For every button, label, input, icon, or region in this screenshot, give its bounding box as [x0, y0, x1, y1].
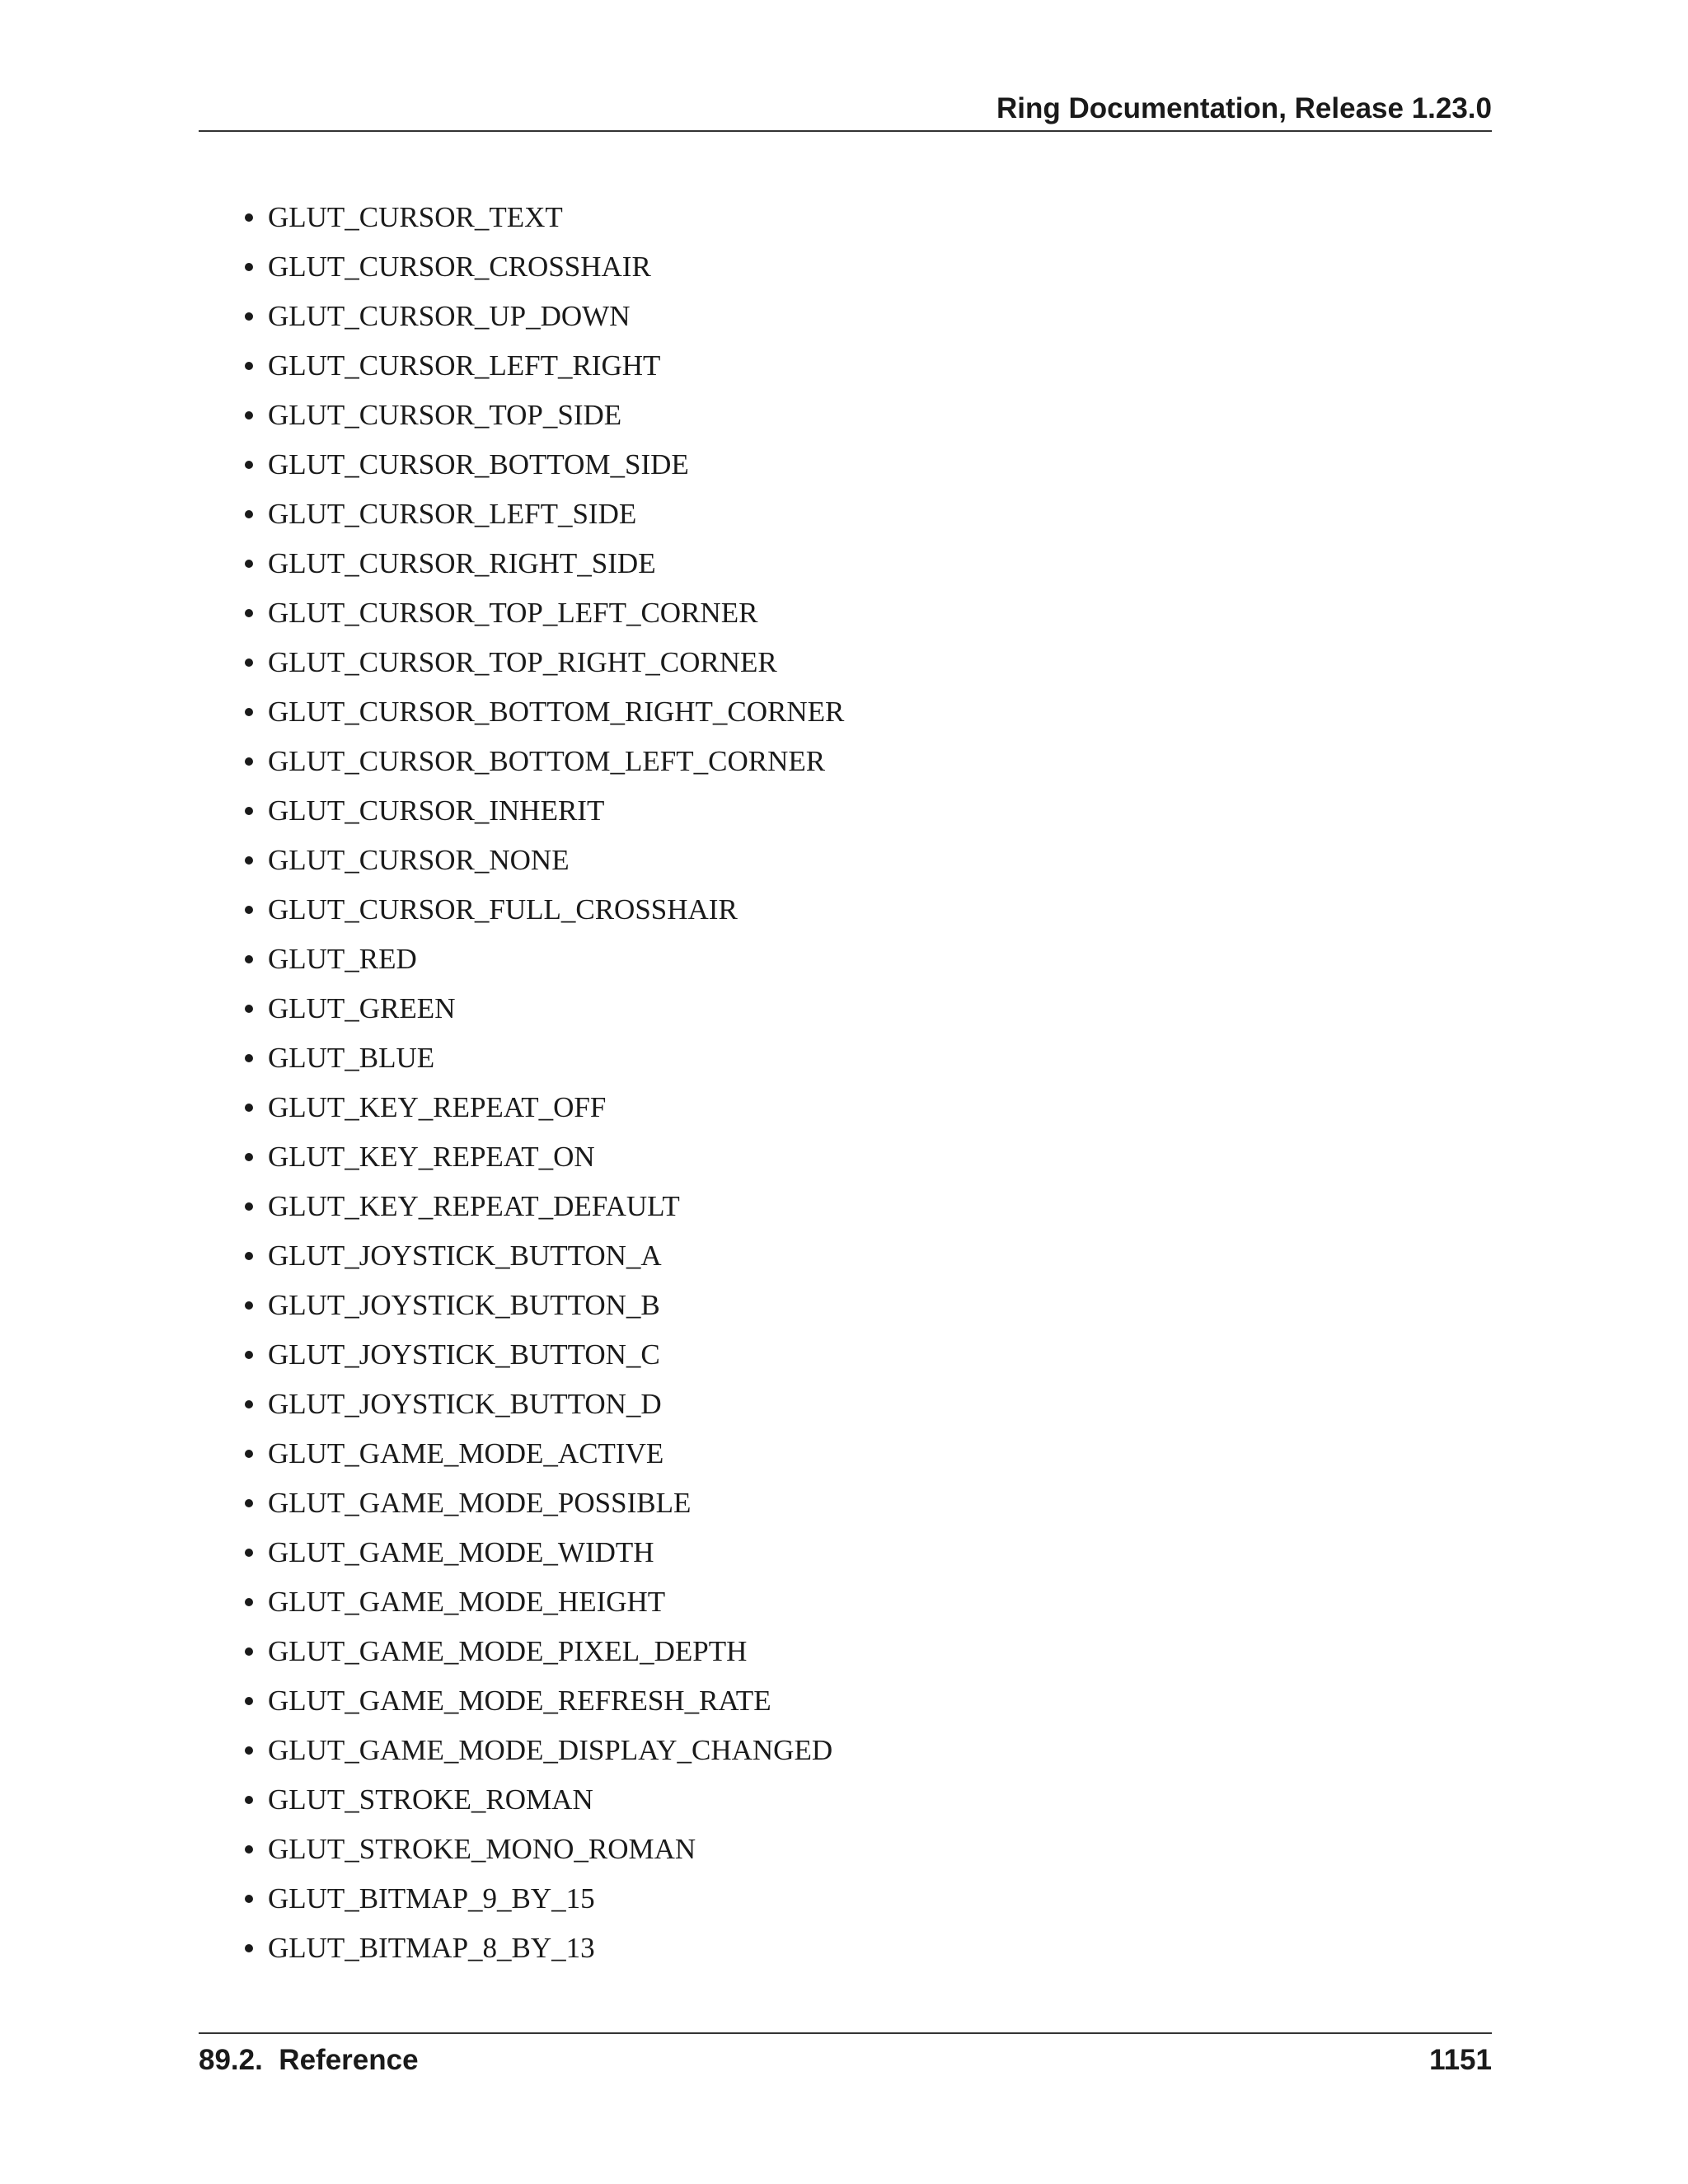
list-item-label: GLUT_CURSOR_TOP_RIGHT_CORNER — [268, 646, 777, 678]
list-item — [239, 1528, 844, 1577]
bullet-icon — [245, 461, 253, 469]
bullet-icon — [245, 658, 253, 667]
list-item — [239, 341, 844, 391]
list-item-label: GLUT_STROKE_MONO_ROMAN — [268, 1833, 696, 1865]
bullet-icon — [245, 807, 253, 815]
list-item — [239, 490, 844, 539]
list-item-label: GLUT_CURSOR_TOP_LEFT_CORNER — [268, 597, 758, 629]
list-item-label: GLUT_GAME_MODE_POSSIBLE — [268, 1487, 692, 1519]
list-item-label: GLUT_BLUE — [268, 1042, 435, 1074]
page-header — [199, 89, 1492, 132]
list-item — [239, 1083, 844, 1132]
bullet-icon — [245, 1104, 253, 1112]
list-item-label: GLUT_GAME_MODE_PIXEL_DEPTH — [268, 1635, 748, 1667]
bullet-icon — [245, 1746, 253, 1755]
list-item-label: GLUT_CURSOR_UP_DOWN — [268, 300, 631, 332]
list-item-label: GLUT_STROKE_ROMAN — [268, 1783, 593, 1816]
bullet-icon — [245, 856, 253, 865]
list-item — [239, 440, 844, 490]
bullet-icon — [245, 1944, 253, 1952]
bullet-icon — [245, 1054, 253, 1062]
bullet-icon — [245, 1351, 253, 1359]
list-item — [239, 885, 844, 935]
list-item-label: GLUT_CURSOR_TEXT — [268, 201, 563, 233]
list-item-label: GLUT_GAME_MODE_WIDTH — [268, 1536, 654, 1568]
list-item-label: GLUT_CURSOR_CROSSHAIR — [268, 251, 651, 283]
list-item — [239, 1380, 844, 1429]
list-item — [239, 1132, 844, 1182]
list-item-label: GLUT_KEY_REPEAT_OFF — [268, 1091, 607, 1123]
list-item-label: GLUT_CURSOR_LEFT_SIDE — [268, 498, 637, 530]
list-item — [239, 836, 844, 885]
list-item-label: GLUT_CURSOR_LEFT_RIGHT — [268, 349, 661, 382]
list-item — [239, 1924, 844, 1973]
list-item — [239, 539, 844, 588]
bullet-icon — [245, 708, 253, 716]
list-item-label: GLUT_KEY_REPEAT_DEFAULT — [268, 1190, 680, 1222]
bullet-icon — [245, 1549, 253, 1557]
bullet-icon — [245, 362, 253, 370]
bullet-icon — [245, 1450, 253, 1458]
bullet-icon — [245, 1202, 253, 1211]
list-item-label: GLUT_CURSOR_NONE — [268, 844, 570, 876]
list-item — [239, 1231, 844, 1281]
list-item-label: GLUT_GAME_MODE_DISPLAY_CHANGED — [268, 1734, 833, 1766]
section-label: 89.2. Reference — [199, 2044, 419, 2076]
list-item — [239, 984, 844, 1033]
list-item — [239, 1479, 844, 1528]
bullet-icon — [245, 1499, 253, 1507]
bullet-icon — [245, 1845, 253, 1854]
list-item — [239, 1825, 844, 1874]
list-item-label: GLUT_CURSOR_BOTTOM_SIDE — [268, 448, 689, 480]
list-item — [239, 1874, 844, 1924]
list-item-label: GLUT_GREEN — [268, 992, 456, 1024]
constant-list — [239, 193, 844, 1973]
bullet-icon — [245, 263, 253, 271]
list-item-label: GLUT_JOYSTICK_BUTTON_B — [268, 1289, 660, 1321]
list-item-label: GLUT_CURSOR_INHERIT — [268, 794, 605, 827]
list-item-label: GLUT_CURSOR_TOP_SIDE — [268, 399, 622, 431]
bullet-icon — [245, 955, 253, 963]
list-item-label: GLUT_CURSOR_FULL_CROSSHAIR — [268, 893, 738, 926]
list-item-label: GLUT_JOYSTICK_BUTTON_A — [268, 1240, 662, 1272]
list-item — [239, 1726, 844, 1775]
list-item-label: GLUT_JOYSTICK_BUTTON_D — [268, 1388, 662, 1420]
list-item-label: GLUT_BITMAP_9_BY_15 — [268, 1882, 595, 1915]
list-item — [239, 687, 844, 737]
list-item — [239, 1182, 844, 1231]
list-item-label: GLUT_GAME_MODE_HEIGHT — [268, 1586, 666, 1618]
list-item-label: GLUT_RED — [268, 943, 417, 975]
list-item — [239, 1627, 844, 1676]
bullet-icon — [245, 906, 253, 914]
bullet-icon — [245, 609, 253, 617]
bullet-icon — [245, 1153, 253, 1161]
list-item — [239, 935, 844, 984]
list-item-label: GLUT_JOYSTICK_BUTTON_C — [268, 1338, 660, 1371]
list-item-label: GLUT_CURSOR_RIGHT_SIDE — [268, 547, 656, 579]
list-item — [239, 1330, 844, 1380]
bullet-icon — [245, 510, 253, 518]
list-item — [239, 292, 844, 341]
list-item — [239, 1033, 844, 1083]
list-item — [239, 1429, 844, 1479]
list-item-label: GLUT_GAME_MODE_ACTIVE — [268, 1437, 664, 1469]
bullet-icon — [245, 1005, 253, 1013]
list-item — [239, 1577, 844, 1627]
bullet-icon — [245, 411, 253, 419]
page-footer — [199, 2032, 1492, 2080]
list-item — [239, 1775, 844, 1825]
bullet-icon — [245, 1895, 253, 1903]
list-item-label: GLUT_CURSOR_BOTTOM_RIGHT_CORNER — [268, 696, 845, 728]
bullet-icon — [245, 1301, 253, 1310]
list-item — [239, 193, 844, 242]
list-item-label: GLUT_KEY_REPEAT_ON — [268, 1141, 595, 1173]
list-item — [239, 588, 844, 638]
document-title: Ring Documentation, Release 1.23.0 — [996, 92, 1492, 124]
bullet-icon — [245, 1400, 253, 1408]
list-item — [239, 1281, 844, 1330]
list-item — [239, 1676, 844, 1726]
list-item — [239, 786, 844, 836]
bullet-icon — [245, 1697, 253, 1705]
bullet-icon — [245, 757, 253, 766]
bullet-icon — [245, 1796, 253, 1804]
bullet-icon — [245, 1647, 253, 1656]
bullet-icon — [245, 213, 253, 222]
bullet-icon — [245, 1252, 253, 1260]
page-number: 1151 — [1429, 2044, 1492, 2076]
bullet-icon — [245, 1598, 253, 1606]
list-item-label: GLUT_GAME_MODE_REFRESH_RATE — [268, 1685, 771, 1717]
list-item-label: GLUT_BITMAP_8_BY_13 — [268, 1932, 595, 1964]
bullet-icon — [245, 560, 253, 568]
bullet-icon — [245, 312, 253, 321]
list-item — [239, 242, 844, 292]
list-item — [239, 391, 844, 440]
list-item — [239, 737, 844, 786]
list-item-label: GLUT_CURSOR_BOTTOM_LEFT_CORNER — [268, 745, 826, 777]
list-item — [239, 638, 844, 687]
